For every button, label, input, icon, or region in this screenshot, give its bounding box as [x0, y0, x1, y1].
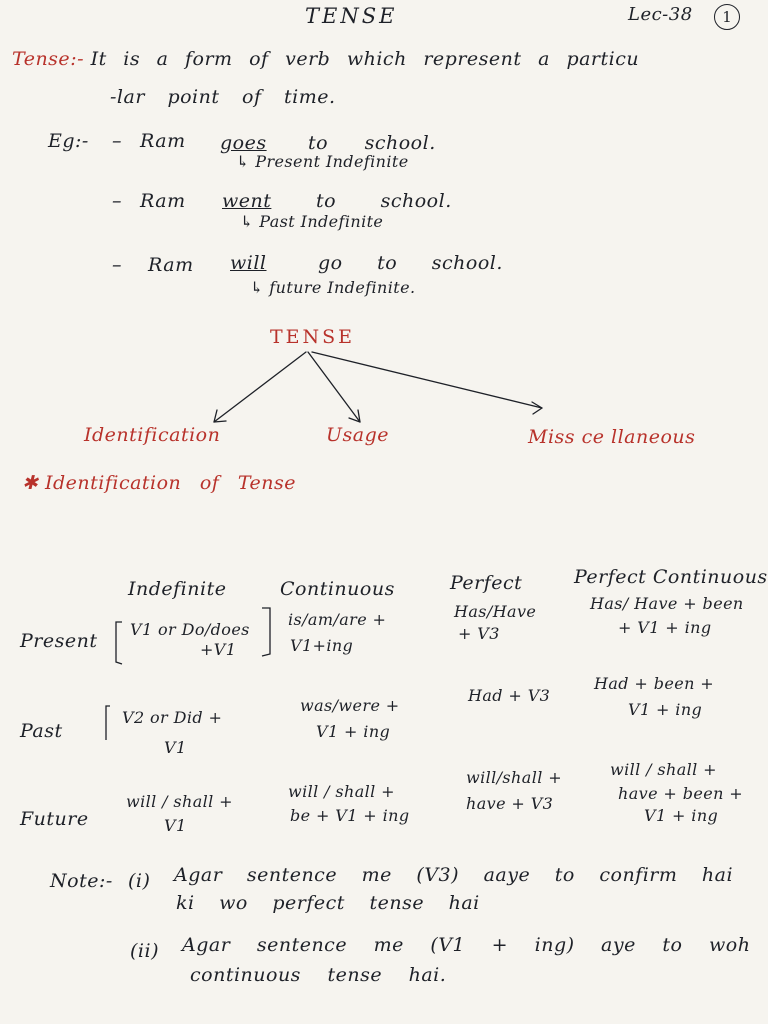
future-indefinite-2: V1	[164, 816, 187, 835]
past-perfect-continuous-1: Had + been +	[594, 674, 715, 693]
past-continuous-2: V1 + ing	[316, 722, 391, 741]
note-2-line-2: continuous tense hai.	[190, 964, 447, 986]
example-2-subject: Ram	[140, 190, 186, 212]
present-perfect-1: Has/Have	[454, 602, 537, 621]
definition-term: Tense	[12, 48, 71, 70]
note-1-line-2: ki wo perfect tense hai	[176, 892, 480, 914]
present-indefinite-1: V1 or Do/does	[130, 620, 250, 639]
example-2-verb: went	[222, 190, 272, 212]
col-header-perfect: Perfect	[450, 572, 523, 594]
present-continuous-2: V1+ing	[290, 636, 354, 655]
col-header-continuous: Continuous	[280, 578, 395, 600]
past-indefinite-1: V2 or Did +	[122, 708, 223, 727]
arrow-usage	[308, 352, 360, 422]
note-2-line-1: Agar sentence me (V1 + ing) aye to woh	[182, 934, 751, 956]
example-2-note: ↳ Past Indefinite	[240, 212, 384, 231]
note-2-number: (ii)	[130, 940, 159, 962]
note-1-line-1: Agar sentence me (V3) aaye to confirm hai	[174, 864, 734, 886]
example-1-dash: –	[112, 130, 122, 152]
page-title: TENSE	[305, 4, 398, 28]
example-3-note: ↳ future Indefinite.	[250, 278, 416, 297]
past-continuous-1: was/were +	[300, 696, 400, 715]
example-3-dash: –	[112, 254, 122, 276]
present-perfect-continuous-1: Has/ Have + been	[590, 594, 744, 613]
example-1-verb: goes	[220, 132, 267, 154]
row-label-future: Future	[20, 808, 89, 830]
tree-child-usage: Usage	[326, 424, 389, 446]
example-1-note: ↳ Present Indefinite	[236, 152, 409, 171]
present-perfect-continuous-2: + V1 + ing	[618, 618, 712, 637]
future-perfect-1: will/shall +	[466, 768, 563, 787]
future-continuous-1: will / shall +	[288, 782, 395, 801]
present-perfect-2: + V3	[458, 624, 500, 643]
bracket-present-right	[262, 608, 270, 656]
example-2-dash: –	[112, 190, 122, 212]
star-icon: ✱	[22, 472, 39, 494]
past-perfect-continuous-2: V1 + ing	[628, 700, 703, 719]
tree-child-miscellaneous: Miss ce llaneous	[528, 426, 696, 448]
col-header-perfect-continuous: Perfect Continuous	[574, 566, 768, 588]
example-1-subject: Ram	[140, 130, 186, 152]
note-1-number: (i)	[128, 870, 151, 892]
past-perfect-1: Had + V3	[468, 686, 551, 705]
present-indefinite-2: +V1	[200, 640, 237, 659]
examples-label: Eg:-	[48, 130, 89, 152]
past-indefinite-2: V1	[164, 738, 187, 757]
definition-line-2: -lar point of time.	[110, 86, 336, 108]
bracket-past-left	[106, 706, 110, 740]
future-perfect-continuous-1: will / shall +	[610, 760, 717, 779]
future-perfect-continuous-2: have + been +	[618, 784, 744, 803]
example-3-subject: Ram	[148, 254, 194, 276]
tree-root: TENSE	[270, 326, 356, 348]
bracket-present-left	[116, 622, 122, 664]
arrow-identification	[214, 352, 306, 422]
page-number-badge: 1	[714, 4, 740, 30]
present-continuous-1: is/am/are +	[288, 610, 387, 629]
example-2-rest: to school.	[316, 190, 452, 212]
future-perfect-2: have + V3	[466, 794, 554, 813]
row-label-present: Present	[20, 630, 98, 652]
example-1-rest: to school.	[308, 132, 436, 154]
future-perfect-continuous-3: V1 + ing	[644, 806, 719, 825]
example-3-rest: go to school.	[318, 252, 503, 274]
lecture-number: Lec-38	[628, 4, 693, 25]
section-heading: ✱ Identification of Tense	[22, 472, 297, 494]
future-indefinite-1: will / shall +	[126, 792, 233, 811]
notes-label: Note:-	[50, 870, 113, 892]
arrow-miscellaneous	[312, 352, 542, 408]
example-3-verb: will	[230, 252, 267, 274]
definition-sep: :-	[70, 48, 85, 70]
col-header-indefinite: Indefinite	[128, 578, 227, 600]
row-label-past: Past	[20, 720, 63, 742]
future-continuous-2: be + V1 + ing	[290, 806, 410, 825]
definition-text: It is a form of verb which represent a particu	[90, 48, 640, 70]
tree-child-identification: Identification	[84, 424, 221, 446]
